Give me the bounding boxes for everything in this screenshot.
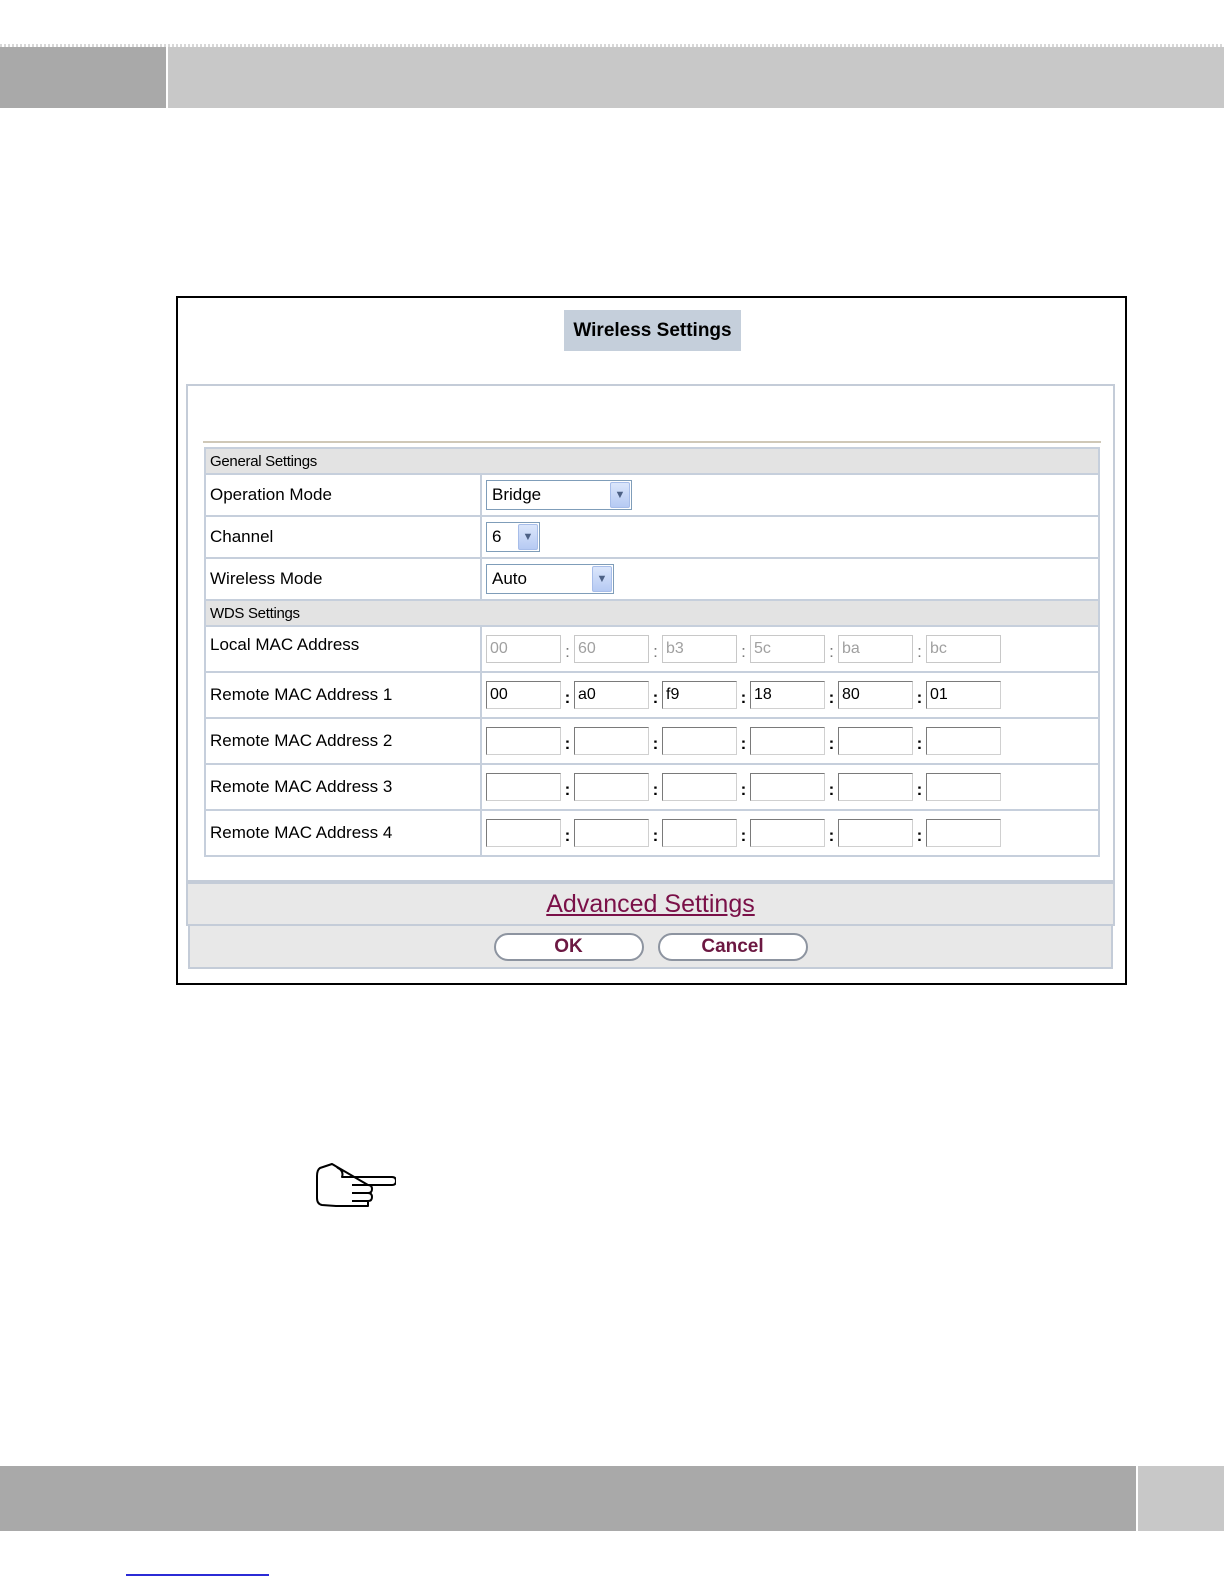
mac-separator: : [829,642,834,661]
advanced-settings-link[interactable]: Advanced Settings [546,889,755,918]
general-settings-label: General Settings [205,448,1099,474]
mac-separator: : [740,688,747,707]
panel-divider [203,441,1101,443]
operation-mode-value: Bridge [492,485,542,504]
mac-separator: : [916,780,923,799]
mac-separator: : [828,734,835,753]
mac-separator: : [828,780,835,799]
mac-separator: : [916,734,923,753]
settings-panel [186,384,1115,884]
remote-mac-1-row [205,672,1099,718]
mac-separator: : [916,688,923,707]
remote-mac-4-octet-6[interactable] [926,819,1001,847]
wireless-mode-value: Auto [492,569,527,588]
remote-mac-3-octet-3[interactable] [662,773,737,801]
remote-mac-4-octet-2[interactable] [574,819,649,847]
remote-mac-1-octet-5[interactable] [838,681,913,709]
advanced-settings-bar [186,880,1115,926]
remote-mac-3-octet-1[interactable] [486,773,561,801]
wireless-mode-select[interactable] [486,564,614,594]
remote-mac-2-label: Remote MAC Address 2 [205,718,481,764]
channel-select[interactable] [486,522,540,552]
mac-separator: : [564,734,571,753]
remote-mac-1-octet-1[interactable] [486,681,561,709]
dialog-title: Wireless Settings [564,310,741,351]
remote-mac-4-fields [486,819,1098,847]
mac-separator: : [652,734,659,753]
remote-mac-2-octet-5[interactable] [838,727,913,755]
remote-mac-3-row [205,764,1099,810]
remote-mac-3-octet-5[interactable] [838,773,913,801]
mac-separator: : [652,688,659,707]
local-mac-octet-6 [926,635,1001,663]
remote-mac-2-octet-6[interactable] [926,727,1001,755]
operation-mode-row [205,474,1099,516]
footer-underline [126,1574,269,1576]
mac-separator: : [917,642,922,661]
channel-label: Channel [205,516,481,558]
mac-separator: : [740,826,747,845]
remote-mac-4-label: Remote MAC Address 4 [205,810,481,856]
page-header-right-band [168,47,1224,108]
mac-separator: : [740,780,747,799]
remote-mac-3-octet-2[interactable] [574,773,649,801]
remote-mac-2-octet-1[interactable] [486,727,561,755]
mac-separator: : [652,780,659,799]
wireless-settings-screenshot [176,296,1127,985]
remote-mac-1-fields [486,681,1098,709]
mac-separator: : [564,826,571,845]
page-footer-right-band [1138,1466,1224,1531]
remote-mac-3-fields [486,773,1098,801]
mac-separator: : [741,642,746,661]
local-mac-octet-3 [662,635,737,663]
channel-row [205,516,1099,558]
remote-mac-3-label: Remote MAC Address 3 [205,764,481,810]
operation-mode-label: Operation Mode [205,474,481,516]
page-footer-left-band [0,1466,1136,1531]
cancel-button[interactable]: Cancel [658,933,808,961]
remote-mac-4-row [205,810,1099,856]
remote-mac-3-octet-6[interactable] [926,773,1001,801]
local-mac-row [205,626,1099,672]
remote-mac-1-octet-3[interactable] [662,681,737,709]
operation-mode-select[interactable] [486,480,632,510]
channel-value: 6 [492,527,502,546]
remote-mac-1-octet-2[interactable] [574,681,649,709]
mac-separator: : [828,688,835,707]
local-mac-octet-1 [486,635,561,663]
button-bar [188,926,1113,969]
wds-settings-label: WDS Settings [205,600,1099,626]
local-mac-label: Local MAC Address [205,626,481,672]
ok-button[interactable]: OK [494,933,644,961]
wireless-mode-label: Wireless Mode [205,558,481,600]
remote-mac-4-octet-1[interactable] [486,819,561,847]
mac-separator: : [740,734,747,753]
remote-mac-4-octet-4[interactable] [750,819,825,847]
mac-separator: : [916,826,923,845]
remote-mac-2-octet-3[interactable] [662,727,737,755]
remote-mac-2-row [205,718,1099,764]
mac-separator: : [828,826,835,845]
wds-settings-header [205,600,1099,626]
mac-separator: : [564,688,571,707]
mac-separator: : [564,780,571,799]
remote-mac-1-octet-4[interactable] [750,681,825,709]
local-mac-octet-2 [574,635,649,663]
remote-mac-1-label: Remote MAC Address 1 [205,672,481,718]
remote-mac-2-fields [486,727,1098,755]
chevron-down-icon[interactable]: ▼ [592,566,612,592]
local-mac-fields [486,635,1098,663]
remote-mac-4-octet-3[interactable] [662,819,737,847]
mac-separator: : [565,642,570,661]
remote-mac-4-octet-5[interactable] [838,819,913,847]
remote-mac-3-octet-4[interactable] [750,773,825,801]
settings-table [204,447,1100,857]
pointing-hand-icon [316,1162,396,1208]
mac-separator: : [653,642,658,661]
remote-mac-1-octet-6[interactable] [926,681,1001,709]
local-mac-octet-5 [838,635,913,663]
chevron-down-icon[interactable]: ▼ [518,524,538,550]
general-settings-header [205,448,1099,474]
mac-separator: : [652,826,659,845]
local-mac-octet-4 [750,635,825,663]
remote-mac-2-octet-2[interactable] [574,727,649,755]
remote-mac-2-octet-4[interactable] [750,727,825,755]
page-header-left-band [0,47,166,108]
chevron-down-icon[interactable]: ▼ [610,482,630,508]
wireless-mode-row [205,558,1099,600]
